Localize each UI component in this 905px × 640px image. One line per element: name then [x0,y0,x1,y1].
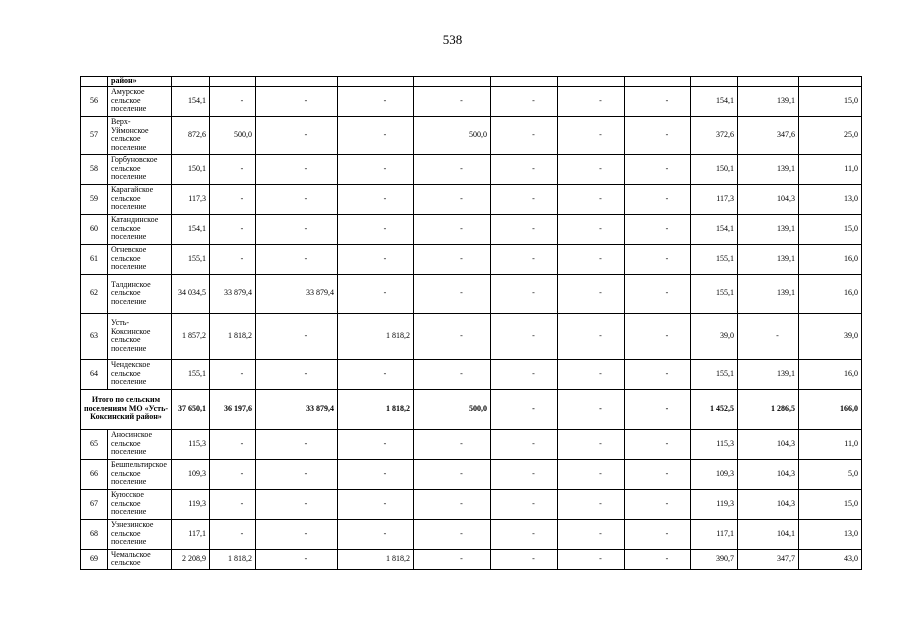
value-cell-c9: 115,3 [691,429,738,459]
value-cell-c7: - [558,429,625,459]
value-cell-c11: 5,0 [799,459,862,489]
value-cell-c5: - [414,549,491,569]
value-cell-total: 1 857,2 [172,313,210,359]
total-value-c7: - [558,389,625,429]
value-cell-c8: - [625,184,691,214]
value-cell-c3: 33 879,4 [256,274,338,313]
total-value-c8: - [625,389,691,429]
table-row [81,489,862,519]
value-cell-c8: - [625,154,691,184]
value-cell-c2: 33 879,4 [210,274,256,313]
value-cell-total: 154,1 [172,86,210,116]
value-cell-c11: 15,0 [799,86,862,116]
row-number: 65 [81,429,108,459]
settlement-name: Куюсское сельское поселение [108,489,172,519]
value-cell-c3: - [256,184,338,214]
value-cell-c5: - [414,184,491,214]
value-cell-c6: - [491,214,558,244]
row-number: 56 [81,86,108,116]
total-row [81,389,862,429]
value-cell-c4: - [338,214,414,244]
row-number: 62 [81,274,108,313]
value-cell-c2: - [210,459,256,489]
value-cell-c5: - [414,214,491,244]
value-cell-c3: - [256,86,338,116]
value-cell-c10: 139,1 [738,274,799,313]
value-cell-c10: 139,1 [738,359,799,389]
value-cell-total: 155,1 [172,359,210,389]
table-row [81,359,862,389]
value-cell-c7: - [558,274,625,313]
table-row [81,154,862,184]
value-cell-c8: - [625,459,691,489]
value-cell-total: 154,1 [172,214,210,244]
value-cell-c4: - [338,116,414,154]
value-cell-c5: - [414,489,491,519]
value-cell-c11: 15,0 [799,489,862,519]
value-cell-c3: - [256,116,338,154]
value-cell-c11: 11,0 [799,429,862,459]
value-cell-c5: 500,0 [414,116,491,154]
settlement-name: Чемальское сельское [108,549,172,569]
value-cell-c8: - [625,313,691,359]
value-cell-c6: - [491,244,558,274]
settlement-name: Усть-Коксинское сельское поселение [108,313,172,359]
value-cell-c4: - [338,519,414,549]
value-cell-c11: 16,0 [799,244,862,274]
value-cell-c5: - [414,313,491,359]
value-cell-c8: - [625,116,691,154]
value-cell-c8: - [625,519,691,549]
table-row [81,244,862,274]
value-cell-total: 34 034,5 [172,274,210,313]
value-cell-c6: - [491,359,558,389]
total-value-c9: 1 452,5 [691,389,738,429]
row-number: 66 [81,459,108,489]
table-body [81,77,862,570]
value-cell-c3: - [256,519,338,549]
settlement-name: Карагайское сельское поселение [108,184,172,214]
value-cell-total: 2 208,9 [172,549,210,569]
value-cell-c10: 104,3 [738,429,799,459]
value-cell-c5: - [414,274,491,313]
total-value-c10: 1 286,5 [738,389,799,429]
value-cell-c2: - [210,244,256,274]
value-cell-c7: - [558,244,625,274]
value-cell-c6: - [491,86,558,116]
value-cell-c4: - [338,154,414,184]
settlement-name: Аносинское сельское поселение [108,429,172,459]
row-number: 67 [81,489,108,519]
value-cell-c7: - [558,154,625,184]
value-cell-c7: - [558,549,625,569]
row-number: 61 [81,244,108,274]
total-value-total: 37 650,1 [172,389,210,429]
value-cell-c2: - [210,429,256,459]
value-cell-c6: - [491,116,558,154]
value-cell-total: 115,3 [172,429,210,459]
value-cell-c9: 150,1 [691,154,738,184]
total-value-c3: 33 879,4 [256,389,338,429]
value-cell-c7: - [558,489,625,519]
value-cell-c2: - [210,359,256,389]
value-cell-c7: - [558,359,625,389]
settlement-name: Талдинское сельское поселение [108,274,172,313]
value-cell-total: 150,1 [172,154,210,184]
value-cell-total: 109,3 [172,459,210,489]
value-cell-c8: - [625,429,691,459]
value-cell-total: 117,3 [172,184,210,214]
value-cell-c4: 1 818,2 [338,549,414,569]
value-cell-c3: - [256,549,338,569]
value-cell-c3: - [256,154,338,184]
value-cell-c11: 16,0 [799,274,862,313]
value-cell-c6: - [491,184,558,214]
value-cell-c2: - [210,489,256,519]
value-cell-c10: - [738,313,799,359]
value-cell-c11: 13,0 [799,519,862,549]
value-cell-c4: - [338,359,414,389]
row-number: 59 [81,184,108,214]
carry-over-num-cell [81,77,108,87]
table-row [81,214,862,244]
value-cell-c11: 13,0 [799,184,862,214]
value-cell-c10: 104,1 [738,519,799,549]
value-cell-c7: - [558,459,625,489]
value-cell-c10: 139,1 [738,214,799,244]
value-cell-c6: - [491,274,558,313]
value-cell-c4: - [338,86,414,116]
value-cell-c4: - [338,459,414,489]
value-cell-c11: 43,0 [799,549,862,569]
value-cell-c8: - [625,489,691,519]
value-cell-c8: - [625,244,691,274]
table-row [81,519,862,549]
row-number: 64 [81,359,108,389]
table-row [81,313,862,359]
total-value-c11: 166,0 [799,389,862,429]
value-cell-c2: - [210,184,256,214]
value-cell-c7: - [558,86,625,116]
value-cell-c5: - [414,459,491,489]
value-cell-c3: - [256,459,338,489]
value-cell-total: 155,1 [172,244,210,274]
settlement-name: Катандинское сельское поселение [108,214,172,244]
value-cell-c10: 104,3 [738,489,799,519]
value-cell-c10: 139,1 [738,86,799,116]
value-cell-c2: 1 818,2 [210,549,256,569]
value-cell-c3: - [256,359,338,389]
carry-over-label: район» [108,77,172,87]
value-cell-c3: - [256,429,338,459]
table-row [81,429,862,459]
value-cell-c9: 109,3 [691,459,738,489]
value-cell-c6: - [491,519,558,549]
value-cell-c3: - [256,313,338,359]
value-cell-c3: - [256,244,338,274]
value-cell-c9: 39,0 [691,313,738,359]
value-cell-c4: - [338,244,414,274]
value-cell-c9: 154,1 [691,214,738,244]
value-cell-c10: 347,7 [738,549,799,569]
value-cell-c3: - [256,489,338,519]
total-value-c5: 500,0 [414,389,491,429]
value-cell-c3: - [256,214,338,244]
settlement-name: Верх-Уймонское сельское поселение [108,116,172,154]
value-cell-c5: - [414,519,491,549]
value-cell-c10: 139,1 [738,244,799,274]
value-cell-c6: - [491,429,558,459]
value-cell-c2: - [210,214,256,244]
value-cell-c9: 155,1 [691,274,738,313]
value-cell-c2: - [210,86,256,116]
total-value-c4: 1 818,2 [338,389,414,429]
page-number: 538 [442,32,463,47]
value-cell-c5: - [414,154,491,184]
value-cell-c11: 39,0 [799,313,862,359]
value-cell-c6: - [491,459,558,489]
value-cell-c5: - [414,86,491,116]
value-cell-c9: 155,1 [691,244,738,274]
value-cell-c8: - [625,86,691,116]
value-cell-c10: 104,3 [738,184,799,214]
total-label: Итого по сельским поселениям МО «Усть-Коксинский район» [81,389,172,429]
row-number: 58 [81,154,108,184]
value-cell-c6: - [491,154,558,184]
table-row [81,116,862,154]
carry-over-row [81,77,862,87]
value-cell-total: 119,3 [172,489,210,519]
row-number: 60 [81,214,108,244]
value-cell-c7: - [558,184,625,214]
value-cell-c7: - [558,214,625,244]
value-cell-c2: 1 818,2 [210,313,256,359]
value-cell-c5: - [414,429,491,459]
table-row [81,184,862,214]
total-value-c2: 36 197,6 [210,389,256,429]
value-cell-c9: 117,3 [691,184,738,214]
value-cell-c7: - [558,313,625,359]
value-cell-c7: - [558,116,625,154]
value-cell-c2: - [210,519,256,549]
value-cell-c2: - [210,154,256,184]
value-cell-c9: 119,3 [691,489,738,519]
value-cell-c10: 347,6 [738,116,799,154]
table-row [81,274,862,313]
value-cell-c5: - [414,359,491,389]
value-cell-c4: 1 818,2 [338,313,414,359]
value-cell-c9: 155,1 [691,359,738,389]
value-cell-c8: - [625,549,691,569]
value-cell-total: 872,6 [172,116,210,154]
row-number: 69 [81,549,108,569]
total-value-c6: - [491,389,558,429]
value-cell-c8: - [625,359,691,389]
value-cell-c7: - [558,519,625,549]
value-cell-c11: 15,0 [799,214,862,244]
value-cell-c8: - [625,214,691,244]
value-cell-c9: 117,1 [691,519,738,549]
value-cell-c6: - [491,549,558,569]
row-number: 68 [81,519,108,549]
value-cell-c6: - [491,313,558,359]
value-cell-c9: 154,1 [691,86,738,116]
table-row [81,459,862,489]
settlement-name: Огневское сельское поселение [108,244,172,274]
value-cell-c9: 372,6 [691,116,738,154]
value-cell-c8: - [625,274,691,313]
settlement-name: Горбуновское сельское поселение [108,154,172,184]
row-number: 63 [81,313,108,359]
value-cell-c10: 139,1 [738,154,799,184]
settlement-name: Узнезинское сельское поселение [108,519,172,549]
value-cell-c6: - [491,489,558,519]
value-cell-c11: 11,0 [799,154,862,184]
value-cell-total: 117,1 [172,519,210,549]
value-cell-c4: - [338,429,414,459]
value-cell-c11: 25,0 [799,116,862,154]
value-cell-c4: - [338,489,414,519]
value-cell-c5: - [414,244,491,274]
value-cell-c2: 500,0 [210,116,256,154]
settlement-name: Чендекское сельское поселение [108,359,172,389]
budget-table [80,76,862,570]
settlement-name: Амурское сельское поселение [108,86,172,116]
table-row [81,86,862,116]
value-cell-c10: 104,3 [738,459,799,489]
value-cell-c4: - [338,184,414,214]
value-cell-c9: 390,7 [691,549,738,569]
settlement-name: Бешпельтирское сельское поселение [108,459,172,489]
value-cell-c4: - [338,274,414,313]
value-cell-c11: 16,0 [799,359,862,389]
row-number: 57 [81,116,108,154]
table-row [81,549,862,569]
